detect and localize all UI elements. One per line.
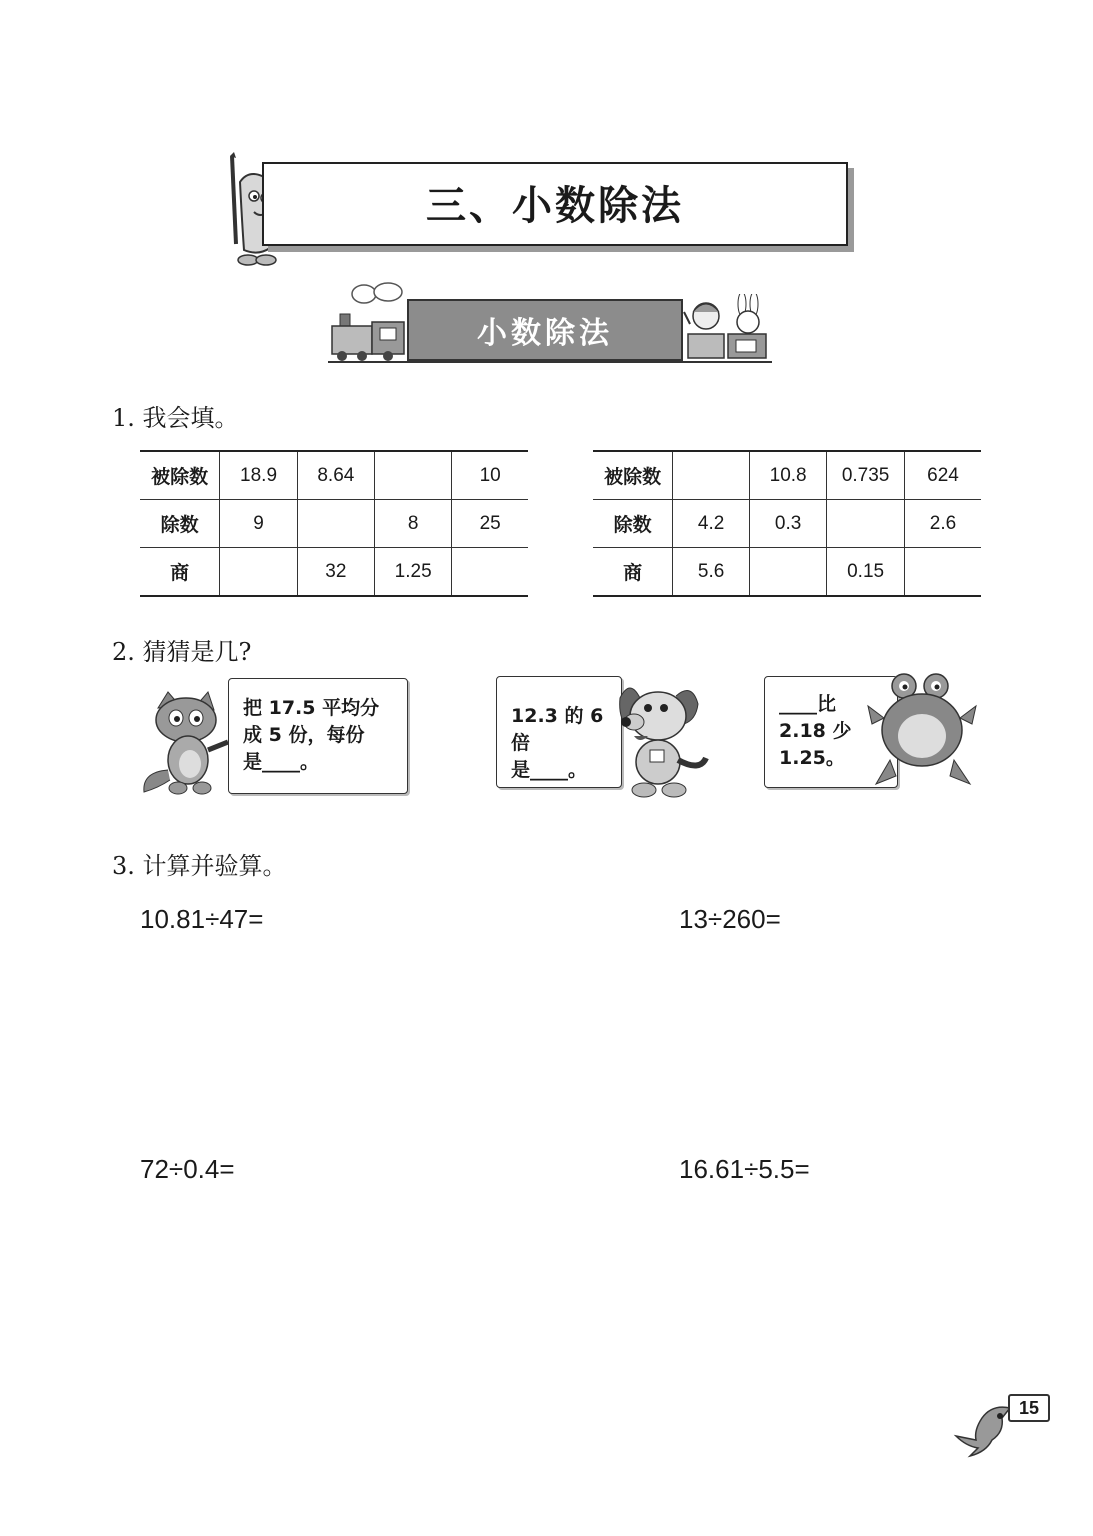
table-cell: 10 (452, 451, 528, 500)
table-cell-blank[interactable] (750, 548, 827, 597)
calc-problem: 10.81÷47= (140, 904, 264, 934)
table-cell: 0.735 (827, 451, 905, 500)
table-row (593, 500, 981, 548)
question-3-title: 3. 计算并验算。 (112, 852, 287, 880)
table-left (140, 450, 528, 597)
calc-problem: 72÷0.4= (140, 1154, 235, 1184)
table-cell: 被除数 (593, 451, 673, 500)
table-row (140, 451, 528, 500)
table-cell: 10.8 (750, 451, 827, 500)
speech-bubble: 把 17.5 平均分 成 5 份，每份 是____。 (228, 678, 408, 794)
table-cell: 32 (297, 548, 374, 597)
section-title: 小数除法 (407, 299, 683, 361)
table-cell: 商 (140, 548, 220, 597)
question-2-title: 2. 猜猜是几? (112, 638, 252, 666)
table-cell: 9 (220, 500, 297, 548)
table-cell: 被除数 (140, 451, 220, 500)
table-cell: 8 (375, 500, 452, 548)
table-cell: 除数 (593, 500, 673, 548)
table-cell: 0.3 (750, 500, 827, 548)
table-cell: 1.25 (375, 548, 452, 597)
table-cell-blank[interactable] (904, 548, 981, 597)
page-number: 15 (1008, 1394, 1050, 1422)
table-row (593, 451, 981, 500)
table-cell-blank[interactable] (827, 500, 905, 548)
frog-icon (866, 672, 980, 790)
table-cell: 18.9 (220, 451, 297, 500)
table-cell: 4.2 (673, 500, 750, 548)
question-1-title: 1. 我会填。 (112, 404, 239, 432)
chapter-title: 三、小数除法 (426, 182, 684, 229)
table-right (593, 450, 981, 597)
section-rule (328, 361, 772, 363)
table-row (593, 548, 981, 597)
calc-problem: 16.61÷5.5= (679, 1154, 810, 1184)
table-row (140, 548, 528, 597)
speech-bubble: 12.3 的 6 倍 是____。 (496, 676, 622, 788)
raccoon-icon (138, 688, 238, 800)
speech-bubble: ____比 2.18 少 1.25。 (764, 676, 898, 788)
table-cell: 商 (593, 548, 673, 597)
train-icon (328, 282, 410, 362)
calc-problem: 13÷260= (679, 904, 781, 934)
table-cell: 除数 (140, 500, 220, 548)
table-cell-blank[interactable] (220, 548, 297, 597)
table-cell: 25 (452, 500, 528, 548)
table-cell-blank[interactable] (673, 451, 750, 500)
bird-icon (952, 1400, 1014, 1458)
table-cell: 2.6 (904, 500, 981, 548)
dog-icon (600, 678, 714, 802)
table-row (140, 500, 528, 548)
table-cell: 8.64 (297, 451, 374, 500)
kids-rabbit-icon (682, 294, 774, 362)
table-cell-blank[interactable] (375, 451, 452, 500)
table-cell: 5.6 (673, 548, 750, 597)
table-cell-blank[interactable] (452, 548, 528, 597)
table-cell-blank[interactable] (297, 500, 374, 548)
table-cell: 624 (904, 451, 981, 500)
table-cell: 0.15 (827, 548, 905, 597)
